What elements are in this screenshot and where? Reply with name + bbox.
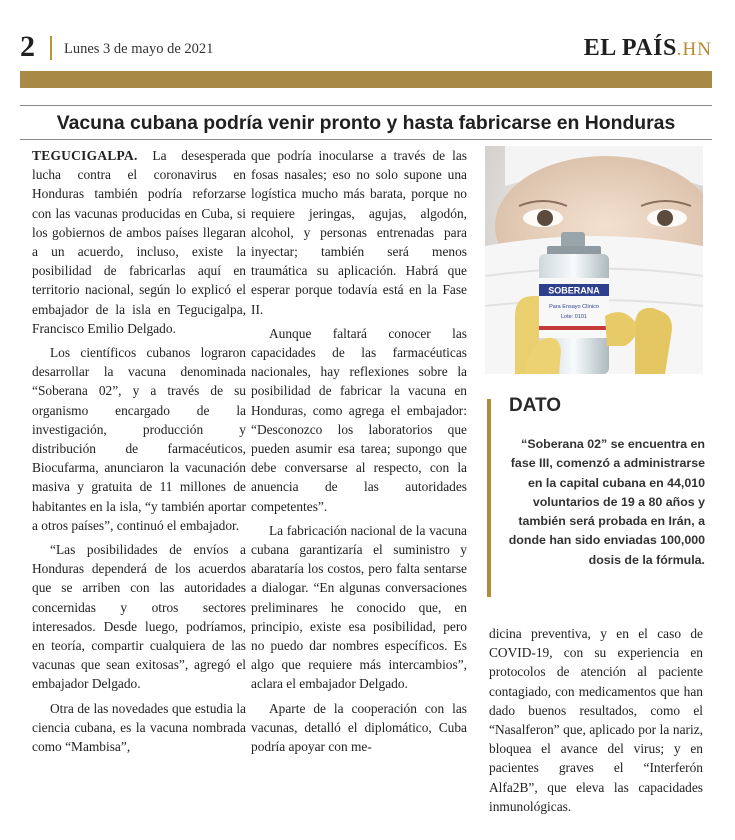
vial-small-text-2: Lote: 0101	[561, 314, 587, 320]
article-column-3	[489, 624, 703, 821]
dato-text: “Soberana 02” se encuentra en fase III, comenzó a administrarse en la capital cubana en 44,010 voluntarios de 19 a 80 años y también será probada en Irán, a donde han sido enviadas 100,000 dosis de la fórmula.	[508, 437, 705, 567]
article-paragraph: Aparte de la cooperación con las vacunas, detalló el diplomático, Cuba podría apoyar con me-	[251, 700, 467, 755]
photo-illustration	[485, 146, 703, 374]
article-paragraph	[32, 146, 246, 338]
dato-title: DATO	[509, 395, 562, 416]
headline-rule-bottom	[20, 139, 712, 140]
page-header	[20, 30, 712, 66]
page-number: 2	[20, 30, 35, 63]
dato-accent-bar	[487, 399, 491, 597]
issue-date: Lunes 3 de mayo de 2021	[64, 41, 214, 57]
article-paragraph: “Las posibilidades de envíos a Honduras dependerá de los acuerdos que se arriben con las autoridades concernidas y otros sectores interesados. Desde luego, podríamos, en teoría, compartir cualquiera de las vacunas que sean exitosas”, agregó el embajador Delgado.	[32, 542, 246, 692]
masthead-main: EL PAÍS	[583, 35, 677, 61]
masthead-suffix: .HN	[676, 39, 712, 60]
article-column-2	[251, 146, 467, 761]
vaccine-photo	[485, 146, 703, 374]
dato-sidebar	[487, 395, 705, 597]
header-divider	[50, 36, 52, 60]
headline-rule-top	[20, 105, 712, 106]
vial-label-text: SOBERANA	[548, 285, 600, 296]
paragraph-text: La desesperada lucha contra el coronavirus en Honduras también podría reforzarse con las vacunas producidas en Cuba, si los gobiernos de ambos países llegaran a un acuerdo, incluso, existe la posibilidad de fabricarlas aquí en territorio nacional, según lo explicó el embajador de la isla en Tegucigalpa, Francisco Emilio Delgado.	[32, 148, 246, 336]
article-headline: Vacuna cubana podría venir pronto y hasta fabricarse en Honduras	[56, 112, 676, 134]
masthead	[584, 35, 712, 62]
header-gold-bar	[20, 71, 712, 88]
article-paragraph: Los científicos cubanos lograron desarrollar la vacuna denominada “Soberana 02”, y a través de su organismo encargado de la investigación, producción y distribución de farmacéuticos, Biocufarma, anunciaron la vacunación masiva y gratuita de 11 millones de habitantes en la isla, “y también aportar a otros países”, continuó el embajador.	[32, 345, 246, 533]
article-paragraph: Aunque faltará conocer las capacidades de las farmacéuticas nacionales, hay reflexiones sobre la posibilidad de fabricar la vacuna en Honduras, como agrega el embajador: “Desconozco los laboratorios que pueden asumir esa tarea; supongo que debe conversarse al respecto, con la anuencia de las autoridades competentes”.	[251, 325, 467, 514]
article-paragraph: La fabricación nacional de la vacuna cubana garantizaría el suministro y abarataría los costos, pero falta sentarse a dialogar. “En algunas conversaciones preliminares he conocido que, en principio, existe esa posibilidad, pero no puedo dar nombres específicos. Es algo que requiere más intercambios”, aclara el embajador Delgado.	[251, 522, 467, 692]
article-paragraph: dicina preventiva, y en el caso de COVID-19, con su experiencia en protocolos de atención al paciente contagiado, con medicamentos que han dado buenos resultados, como el “Nasalferon” que, aplicado por la nariz, bloquea el avance del virus; y en pacientes graves el “Interferón Alfa2B”, que eleva las capacidades inmunológicas.	[489, 626, 703, 814]
article-column-1	[32, 146, 246, 761]
article-paragraph: que podría inocularse a través de las fosas nasales; eso no solo supone una logística mucho más barata, porque no requiere jeringas, agujas, algodón, alcohol, y personas entrenadas para inyectar; también será menos traumática su aplicación. Habrá que esperar porque todavía está en la Fase II.	[251, 148, 467, 317]
article-paragraph: Otra de las novedades que estudia la ciencia cubana, es la vacuna nombrada como “Mambisa”,	[32, 700, 246, 755]
vial-small-text-1: Para Ensayo Clínico	[549, 304, 599, 310]
dateline: TEGUCIGALPA.	[32, 148, 138, 163]
